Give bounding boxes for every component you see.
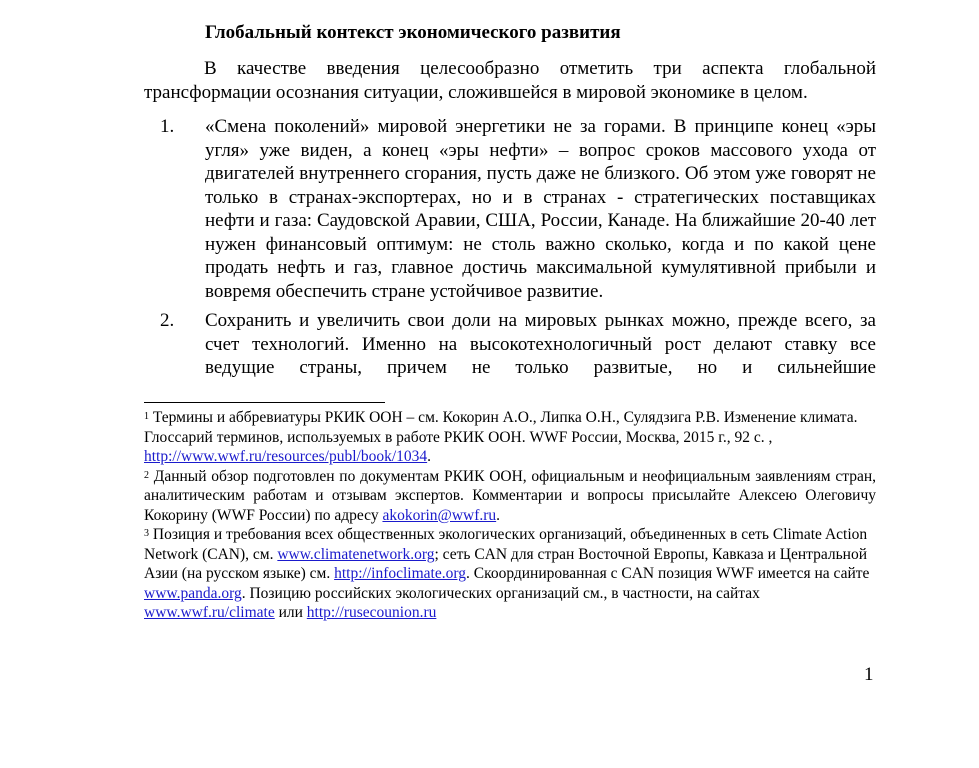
footnote-link-infoclimate[interactable]: http://infoclimate.org — [334, 565, 466, 582]
intro-paragraph: В качестве введения целесообразно отметить три аспекта глобальной трансформации осознания ситуации, сложившейся в мировой экономике в целом. — [144, 58, 876, 103]
footnote-text: Данный обзор подготовлен по документам РКИК ООН, официальным и неофициальным заявлениям стран, аналитическим работам и отзывам экспертов. Комментарии и вопросы присылайте Алексею Олеговичу Кокорину (WWF России) по адресу — [144, 467, 876, 524]
section-heading: Глобальный контекст экономического развития — [205, 22, 621, 43]
footnote-email-link[interactable]: akokorin@wwf.ru — [382, 506, 497, 524]
footnote-text: ; сеть CAN для стран Восточной Европы, Кавказа и Центральной Азии (на русском языке) см. — [144, 545, 868, 582]
footnote-text: . Позицию российских экологических организаций см., в частности, на сайтах — [241, 584, 760, 602]
list-item — [144, 115, 876, 303]
footnote-text: . Скоординированная с CAN позиция WWF имеется на сайте — [465, 565, 870, 582]
footnote-text: или — [274, 604, 307, 621]
footnote-3 — [144, 525, 876, 623]
footnote-link-panda[interactable]: www.panda.org — [144, 584, 242, 602]
list-item-text: Сохранить и увеличить свои доли на мировых рынках можно, прежде всего, за счет технологий. Именно на высокотехнологичный рост делают ставку все ведущие страны, причем не только развитые, но и сильнейшие — [205, 310, 876, 378]
footnote-2 — [144, 467, 876, 526]
footnote-link[interactable]: http://www.wwf.ru/resources/publ/book/1034 — [144, 448, 428, 465]
page-number: 1 — [864, 664, 874, 685]
footnote-link-wwf-climate[interactable]: www.wwf.ru/climate — [144, 604, 275, 621]
footnote-separator — [144, 402, 385, 403]
footnote-text: Термины и аббревиатуры РКИК ООН – см. Кокорин А.О., Липка О.Н., Сулядзига Р.В. Изменение климата. Глоссарий терминов, используемых в работе РКИК ООН. WWF России, Москва, 2015 г., 92 с. , — [144, 409, 858, 446]
footnote-text: Позиция и требования всех общественных экологических организаций, объединенных в сеть Climate Action Network (CAN), см. — [144, 526, 868, 563]
footnote-marker: 2 — [144, 469, 149, 481]
footnote-punct: . — [496, 506, 501, 524]
footnote-link-climatenetwork[interactable]: www.climatenetwork.org — [277, 545, 435, 563]
footnote-link-rusecounion[interactable]: http://rusecounion.ru — [306, 604, 437, 621]
footnotes — [144, 408, 876, 623]
list-item-number: 1. — [160, 116, 175, 137]
list-item-text: «Смена поколений» мировой энергетики не за горами. В принципе конец «эры угля» уже виден, а конец «эры нефти» – вопрос сроков массового ухода от двигателей внутреннего сгорания, пусть даже не близкого. Об этом уже говорят не только в странах-экспортерах, но и в странах - стратегических поставщиках нефти и газа: Саудовской Аравии, США, России, Канаде. На ближайшие 20-40 лет нужен финансовый оптимум: не столь важно сколько, когда и по какой цене продать нефть и газ, главное достичь максимальной кумулятивной прибыли и вовремя обеспечить стране устойчивое развитие. — [205, 116, 876, 302]
footnote-punct: . — [427, 448, 431, 465]
list-item — [144, 309, 876, 380]
footnote-marker: 1 — [144, 411, 149, 422]
list-item-number: 2. — [160, 310, 175, 331]
footnote-marker: 3 — [144, 528, 149, 539]
footnote-1 — [144, 408, 876, 467]
